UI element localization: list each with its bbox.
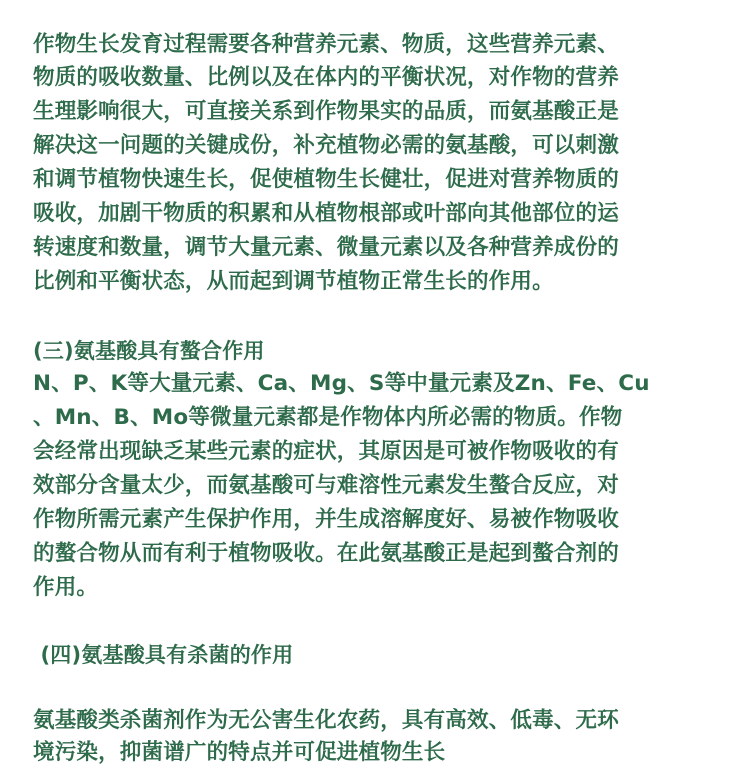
section-3-line: 效部分含量太少，而氨基酸可与难溶性元素发生螯合反应，对 <box>33 473 619 498</box>
paragraph-1-line: 解决这一问题的关键成份，补充植物必需的氨基酸，可以刺激 <box>33 133 619 158</box>
paragraph-1-line: 物质的吸收数量、比例以及在体内的平衡状况，对作物的营养 <box>33 65 619 90</box>
section-4-line: 境污染，抑菌谱广的特点并可促进植物生长 <box>33 740 446 765</box>
paragraph-1-line: 和调节植物快速生长，促使植物生长健壮，促进对营养物质的 <box>33 167 619 192</box>
paragraph-1-line: 转速度和数量，调节大量元素、微量元素以及各种营养成份的 <box>33 235 619 260</box>
section-3-line: 的螯合物从而有利于植物吸收。在此氨基酸正是起到螯合剂的 <box>33 541 619 566</box>
paragraph-1-line: 比例和平衡状态，从而起到调节植物正常生长的作用。 <box>33 269 554 294</box>
paragraph-1-line: 作物生长发育过程需要各种营养元素、物质，这些营养元素、 <box>33 32 619 57</box>
section-3-line: 、Mn、B、Mo等微量元素都是作物体内所必需的物质。作物 <box>33 405 623 430</box>
paragraph-1-line: 生理影响很大，可直接关系到作物果实的品质，而氨基酸正是 <box>33 99 619 124</box>
section-3-line: 会经常出现缺乏某些元素的症状，其原因是可被作物吸收的有 <box>33 439 619 464</box>
paragraph-1-line: 吸收，加剧干物质的积累和从植物根部或叶部向其他部位的运 <box>33 201 619 226</box>
section-3-line: N、P、K等大量元素、Ca、Mg、S等中量元素及Zn、Fe、Cu <box>33 371 650 396</box>
section-3-heading: (三)氨基酸具有螯合作用 <box>33 339 265 363</box>
section-3-line: 作用。 <box>33 575 99 600</box>
section-4-heading: (四)氨基酸具有杀菌的作用 <box>33 643 294 667</box>
section-3-line: 作物所需元素产生保护作用，并生成溶解度好、易被作物吸收 <box>33 507 619 532</box>
section-4-line: 氨基酸类杀菌剂作为无公害生化农药，具有高效、低毒、无环 <box>33 708 619 733</box>
